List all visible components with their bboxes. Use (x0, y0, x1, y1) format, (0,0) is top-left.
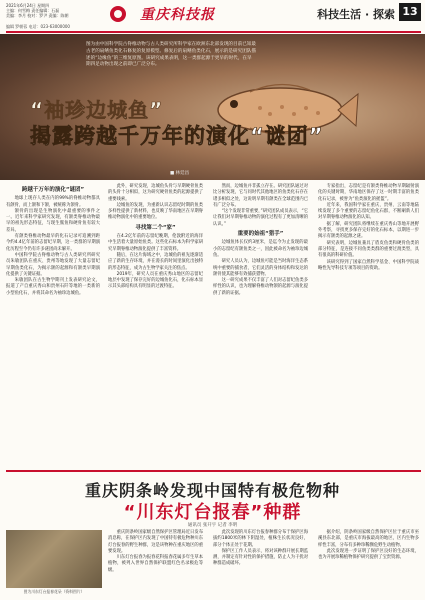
article-column-3 (213, 184, 308, 297)
paragraph: 据介绍，阴条岭国家级自然保护区位于重庆市巫溪县东北部，是重庆市海拔最高的地区，区内生物多样性丰富，分布有多种珍稀濒危野生动植物。 (318, 530, 419, 548)
issue-editor-line: 主编：何雪梅 责任编辑：石磊 (6, 8, 60, 13)
article-column-2 (108, 184, 203, 291)
photo-caption: 图为川东灯台报春花朵（资料图片） (23, 589, 85, 594)
section-subhead: 跨越千万年的演化“谜团” (21, 187, 85, 193)
issue-date-line: 2021年6月24日 星期四 (6, 3, 50, 8)
article2-column-1 (108, 530, 203, 574)
paragraph: 该研究得到了国家自然科学基金、中国科学院战略性先导科技专项等项目的资助。 (318, 259, 419, 271)
article2-column-2 (213, 530, 308, 568)
hero-credit: ■ 林廷昌 (170, 171, 190, 176)
paragraph: 此外，研究发现，边城鱼头骨与早期硬骨鱼类的头骨十分相似，这为研究硬骨鱼类的起源提供了重要线索。 (108, 184, 203, 202)
paragraph: 据了解，研究团队将继续在重庆秀山等地开展野外考察，寻找更多保存完好的化石标本，以期进一步揭示有颌类的起源之谜。 (318, 221, 419, 240)
paragraph: 此次发现进一步证明了保护区良好的生态环境，也为开展珍稀植物保护研究提供了宝贵资源。 (318, 548, 419, 561)
paragraph: 边城鱼体长仅约3厘米，是迄今为止发现的最小的志留纪有颌鱼类之一，因此被命名为袖珍边城鱼。 (213, 240, 308, 258)
issue-staff-line: 美编：李月 校对：罗尹 责编：陈朝 (6, 13, 69, 18)
newspaper-logo-icon (110, 6, 126, 22)
paragraph: 重庆阴条岭国家级自然保护区管理局近日发布消息称，在保护区内发现了中国特有极危物种川东灯台报春的野生种群，这是该物种在重庆地区的重要发现。 (108, 530, 203, 554)
paragraph: 保护区工作人员表示，将对该种群开展长期监测，并制定有针对性的保护措施，防止人为干扰对种群造成破坏。 (213, 548, 308, 567)
paragraph: 研究表明，边城鱼兼具了盾皮鱼类和硬骨鱼类的部分特征，是连接不同鱼类类群的重要过渡类型，具有很高的科研价值。 (318, 240, 419, 259)
article2-headline: 重庆阴条岭发现中国特有极危物种 (84, 481, 340, 500)
paragraph: “这个发现非常重要，”研究团队成员表示，“它让我们对早期脊椎动物的演化过程有了更加清晰的认识。” (213, 209, 308, 227)
hero-image (0, 34, 425, 180)
paragraph: 这一研究成果不仅丰富了人们对志留纪鱼类多样性的认识，也为理解脊椎动物颌的起源与演化提供了新的证据。 (213, 278, 308, 296)
article2-subheadline: “川东灯台报春”种群 (123, 502, 302, 523)
paragraph: 中国科学院古脊椎动物与古人类研究所研究员朱敏团队在重庆、贵州等地发现了大量志留纪早期鱼类化石，为揭示颌的起源和有颌类早期演化提供了关键证据。 (6, 252, 100, 277)
section-subhead: 寻找第二个“家” (135, 224, 176, 231)
article-column-4 (318, 184, 419, 272)
issue-info (6, 3, 69, 18)
paragraph: 朱敏团队在古生物学期刊上发表研究论文，报道了产自重庆秀山和贵州石阡等地的一类新的小型鱼化石，并将其命名为袖珍边城鱼。 (6, 278, 100, 296)
paragraph: 地球上现存人类在内的99%的脊椎动物都具有颌骨，而上颌和下颌，被统称为颌骨。 (6, 196, 100, 208)
paragraph: 近年来，我国科学家在重庆、贵州、云南等地陆续发现了多个重要的志留纪鱼化石群，不断刷新人们对早期脊椎动物演化的认知。 (318, 202, 419, 221)
headline-secondary: 揭露跨越千万年的演化“谜团” (30, 124, 324, 148)
masthead-rule (6, 31, 421, 33)
paragraph: 随后，在这片海域之中，边城鱼的祖先逐渐适应了新的生存环境，并在漫长的时间里演化出独特的形态特征，成为古生物学家关注的焦点。 (108, 252, 203, 271)
article2-column-3 (318, 530, 419, 561)
hero-caption: 图为由中国科学院古脊椎动物与古人类研究所科学家在欧洲东北部发现的目前已知最古老的扇鳍鱼类化石修复的复原模型。修复后的扇鳍鱼类化石，展示的是研究团队描述的“边缘鱼”的三维复原图。该研究成果表明，这一类群起源于更早的时代，在早期四足动物出现之前即已广泛分布。 (86, 42, 256, 68)
paragraph: 然而，边城鱼并非孤立存在。研究团队通过对比分析发现，它与同时代其他地区的鱼类化石存在诸多相似之处，这说明早期有颌类在全球范围内已有广泛分布。 (213, 184, 308, 208)
paragraph: 颌骨的出现是生物演化中最重要的事件之一。近年来科学家研究发现，有颌类脊椎动物最早的祖先形态特征，与现生鲨鱼和硬骨鱼有较大差异。 (6, 208, 100, 233)
paragraph: 在4.2亿年前的志留纪晚期，伦敦附近的海洋中生活着大量原始鱼类。这些化石标本为科学家研究早期脊椎动物演化提供了丰富资料。 (108, 234, 203, 252)
article-divider (6, 470, 421, 472)
article2-byline: 通讯员 张开宇 记者 李明 (187, 523, 238, 528)
section-subhead: 重要的始祖“猎手” (237, 231, 284, 238)
primrose-photo (6, 530, 102, 588)
paragraph: 川东灯台报春为报春花科报春花属多年生草本植物，被列入世界自然保护联盟红色名录极危等级。 (108, 555, 203, 573)
page-number: 13 (399, 3, 421, 21)
section-title: 科技生活 · 探索 (317, 8, 395, 21)
editor-contact: 编辑 罗朝蓉 电话：023-63000000 (6, 24, 70, 29)
newspaper-name: 重庆科技报 (140, 7, 215, 23)
masthead (0, 0, 425, 34)
paragraph: 研究人员认为，边城鱼可能是当时海洋生态系统中重要的捕食者，它们灵活的身体结构和发达的颌骨使其能够有效捕获猎物。 (213, 259, 308, 277)
headline-primary: “袖珍边城鱼” (30, 98, 164, 122)
article-column-1 (6, 184, 100, 297)
paragraph: 专家指出，志留纪是有颌类脊椎动物早期辐射演化的关键时期，华南地区保存了这一时期丰富的鱼类化石记录，被誉为“鱼类演化的摇篮”。 (318, 184, 419, 202)
paragraph: 有颌类脊椎动物最早的化石记录可追溯到距今约4.4亿年前的志留纪早期，这一类群的早期演化历程至今仍有许多谜团尚未解开。 (6, 234, 100, 252)
paragraph: 此次发现的川东灯台报春种群分布于保护区海拔约1800米的林下阴湿处，植株生长状况良好，部分个体正处于花期。 (213, 530, 308, 548)
paragraph: 边城鱼的发现，为重新认识志留纪时期的鱼类多样性提供了新材料，也反映了华南地区在早期脊椎动物演化中的重要地位。 (108, 202, 203, 221)
paragraph: 2019年，研究人员在重庆秀山地区的志留纪地层中发现了保存完好的边城鱼化石，化石标本显示其头部结构具有明显的过渡特征。 (108, 271, 203, 290)
